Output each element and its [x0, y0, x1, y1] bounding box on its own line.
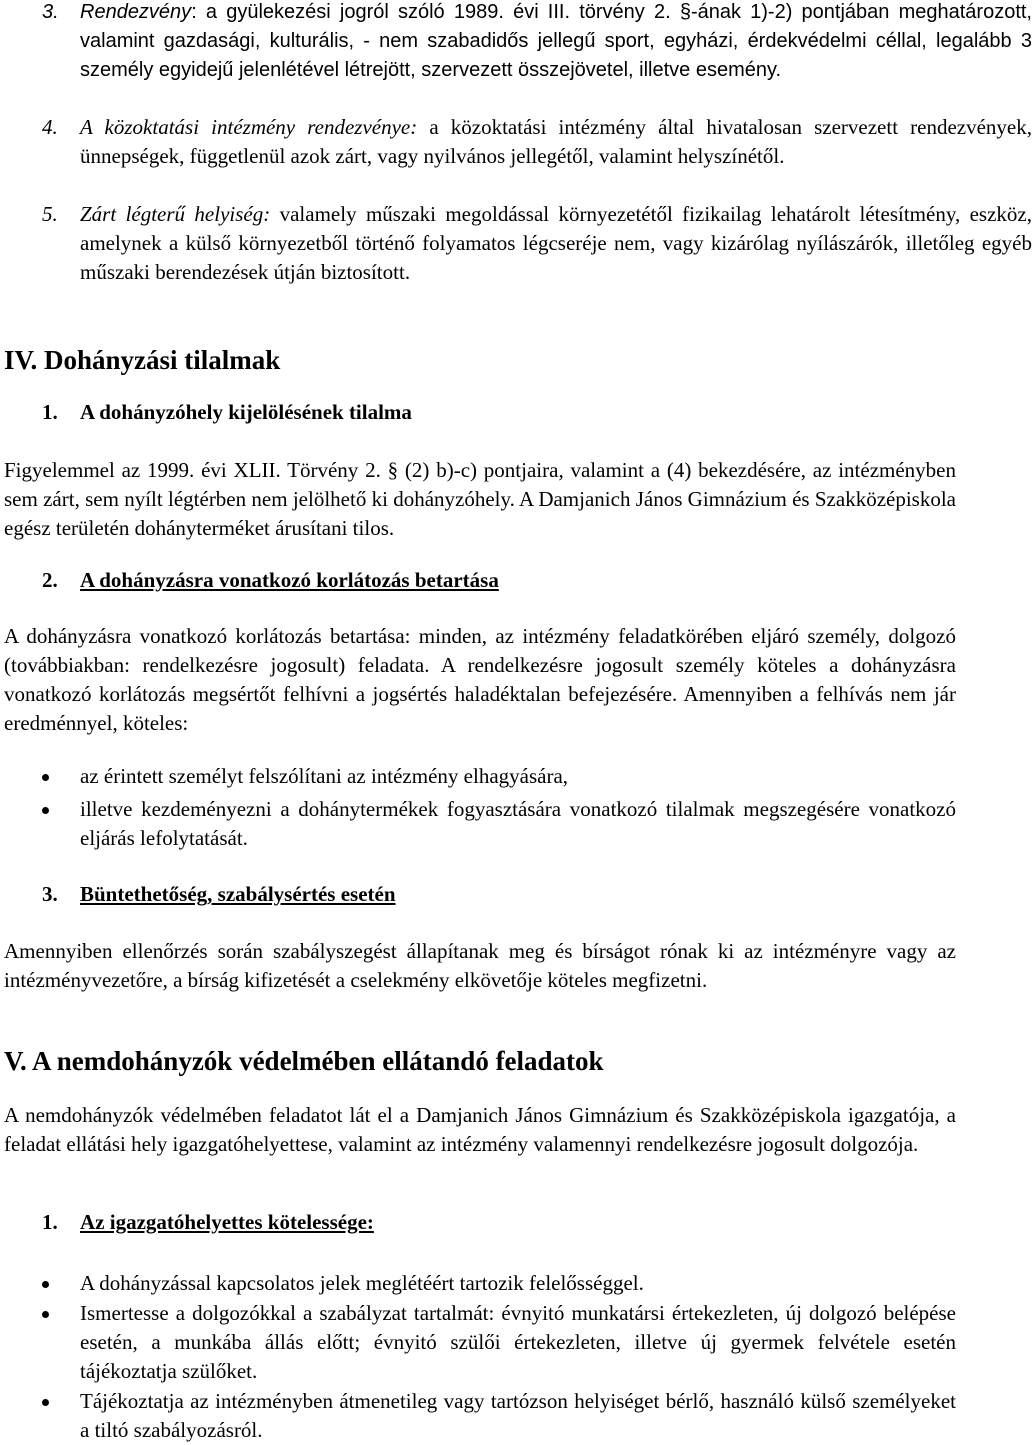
chapter-heading: V. A nemdohányzók védelmében ellátandó feladatok	[4, 1046, 604, 1076]
definition-text: valamely műszaki megoldással környezetétől fizikailag lehatárolt létesítmény, eszköz, amelynek a külső környezetből történő folyamatos légcseréje nem, vagy kizárólag nyílászárók, illetőleg egyéb műszaki berendezések útján biztosított.	[80, 202, 1032, 284]
bullet-list	[4, 1269, 956, 1445]
list-item: Ismertesse a dolgozókkal a szabályzat tartalmát: évnyitó munkatársi értekezleten, új dolgozó belépése esetén, a munkába állás előtt; évnyitó szülői értekezleten, illetve új gyermek felvétele esetén tájékoztatja szülőket.	[4, 1299, 956, 1386]
definition-item-3: 3. Rendezvény: a gyülekezési jogról szóló 1989. évi III. törvény 2. §-ának 1)-2) pontjában meghatározott, valamint gazdasági, kulturális, - nem szabadidős jellegű sport, egyházi, érdekvédelmi céllal, legalább 3 személy egyidejű jelenlétével létrejött, szervezett összejövetel, illetve esemény.	[4, 0, 1032, 85]
bullet-icon	[42, 1311, 49, 1318]
definition-term: Rendezvény	[80, 1, 192, 23]
chapter-heading: IV. Dohányzási tilalmak	[4, 345, 281, 375]
paragraph: A dohányzásra vonatkozó korlátozás betartása: minden, az intézmény feladatkörében eljáró személy, dolgozó (továbbiakban: rendelkezésre jogosult) feladata. A rendelkezésre jogosult személy köteles a dohányzásra vonatkozó korlátozás megsértőt felhívni a jogsértés haladéktalan befejezésére. Amennyiben a felhívás nem jár eredménnyel, köteles:	[4, 624, 956, 735]
list-item: Tájékoztatja az intézményben átmenetileg vagy tartózson helyiséget bérlő, használó külső személyeket a tiltó szabályozásról.	[4, 1387, 956, 1445]
paragraph: A nemdohányzók védelmében feladatot lát el a Damjanich János Gimnázium és Szakközépiskola igazgatója, a feladat ellátási hely igazgatóhelyettese, valamint az intézmény valamennyi rendelkezésre jogosult dolgozója.	[4, 1103, 956, 1156]
paragraph: Figyelemmel az 1999. évi XLII. Törvény 2. § (2) b)-c) pontjaira, valamint a (4) bekezdésére, az intézményben sem zárt, sem nyílt légtérben nem jelölhető ki dohányzóhely. A Damjanich János Gimnázium és Szakközépiskola egész területén dohányterméket árusítani tilos.	[4, 458, 956, 540]
definition-number: 5.	[42, 202, 58, 226]
definition-term: A közoktatási intézmény rendezvénye:	[80, 115, 418, 139]
section-heading: 1. Az igazgatóhelyettes kötelessége:	[42, 1210, 374, 1234]
section-heading: 1. A dohányzóhely kijelölésének tilalma	[42, 400, 412, 424]
definition-text: a közoktatási intézmény által hivatalosan szervezett rendezvények, ünnepségek, függetlenül azok zárt, vagy nyilvános jellegétől, valamint helyszínétől.	[80, 115, 1032, 168]
bullet-icon	[42, 807, 49, 814]
bullet-icon	[42, 774, 49, 781]
definition-item-4	[4, 113, 1032, 171]
list-item: illetve kezdeményezni a dohánytermékek fogyasztására vonatkozó tilalmak megszegésére vonatkozó eljárás lefolytatását.	[4, 795, 956, 853]
section-heading: 3. Büntethetőség, szabálysértés esetén	[42, 882, 396, 906]
bullet-list	[4, 762, 956, 853]
definition-item-5	[4, 200, 1032, 287]
definition-term: Zárt légterű helyiség:	[80, 202, 271, 226]
bullet-icon	[42, 1281, 49, 1288]
list-item: A dohányzással kapcsolatos jelek meglétéért tartozik felelősséggel.	[4, 1269, 956, 1298]
section-heading: 2. A dohányzásra vonatkozó korlátozás betartása	[42, 568, 499, 592]
list-item: az érintett személyt felszólítani az intézmény elhagyására,	[4, 762, 956, 791]
definition-text: a gyülekezési jogról szóló 1989. évi III. törvény 2. §-ának 1)-2) pontjában meghatározott, valamint gazdasági, kulturális, - nem szabadidős jellegű sport, egyházi, érdekvédelmi céllal, legalább 3 személy egyidejű jelenlétével létrejött, szervezett összejövetel, illetve esemény.	[80, 1, 1032, 81]
definition-number: 3.	[42, 1, 59, 23]
definition-number: 4.	[42, 115, 58, 139]
bullet-icon	[42, 1399, 49, 1406]
paragraph: Amennyiben ellenőrzés során szabályszegést állapítanak meg és bírságot rónak ki az intézményre vagy az intézményvezetőre, a bírság kifizetését a cselekmény elkövetője köteles megfizetni.	[4, 939, 956, 992]
